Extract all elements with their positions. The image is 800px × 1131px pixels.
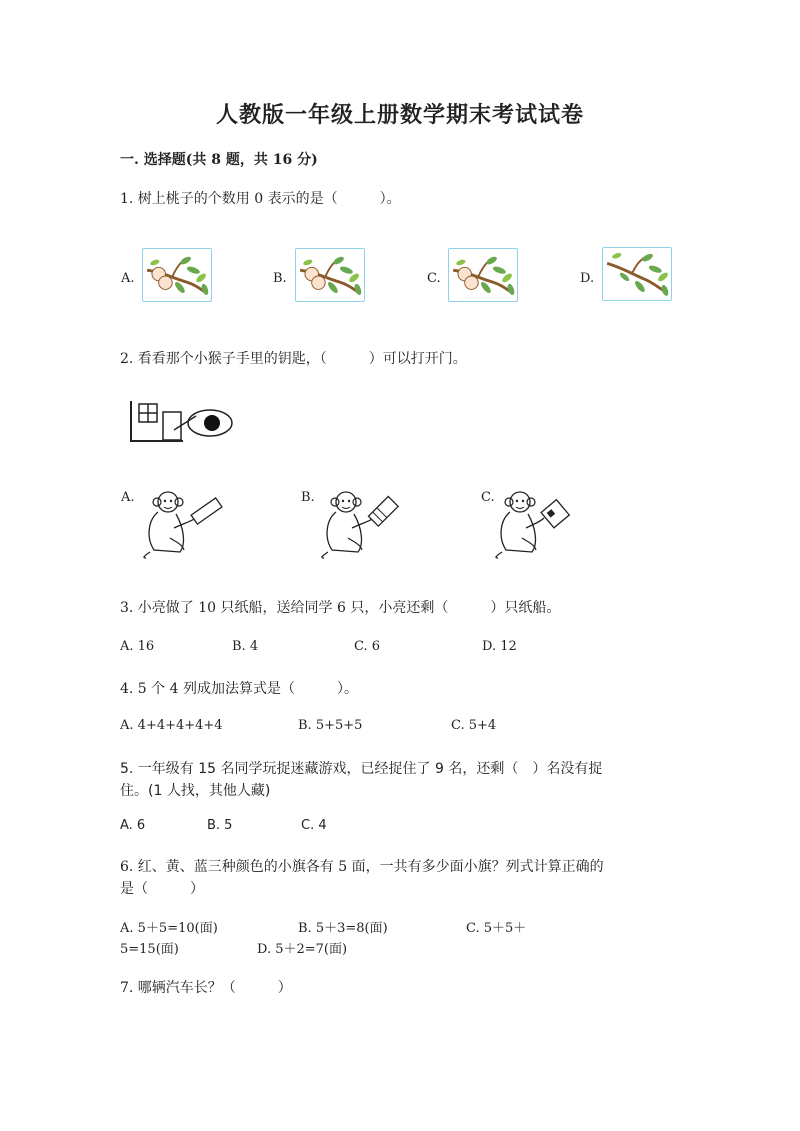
q3-option-c: C. 6	[354, 639, 381, 654]
q6-option-d: D. 5＋2=7(面)	[257, 942, 348, 957]
q6-option-c: C. 5＋5＋	[466, 921, 527, 936]
q2-option-b-label: B.	[301, 490, 315, 505]
question-3-text: 3. 小亮做了 10 只纸船，送给同学 6 只，小亮还剩（ ）只纸船。	[120, 600, 561, 616]
peach-branch-image-c	[448, 248, 518, 302]
q5-option-b: B. 5	[207, 818, 233, 833]
question-5-line-2: 住。(1 人找，其他人藏)	[120, 783, 271, 799]
question-6-line-2: 是（ ）	[120, 881, 204, 897]
q4-option-b: B. 5+5+5	[298, 718, 363, 733]
q4-option-c: C. 5+4	[451, 718, 497, 733]
q2-option-a-label: A.	[121, 490, 135, 505]
q1-option-c-label: C.	[427, 271, 441, 286]
peach-branch-image-a	[142, 248, 212, 302]
q6-option-a: A. 5＋5=10(面)	[120, 921, 218, 936]
question-2-text: 2. 看看那个小猴子手里的钥匙，（ ）可以打开门。	[120, 351, 467, 367]
question-7-text: 7. 哪辆汽车长？（ ）	[120, 980, 292, 996]
question-4-text: 4. 5 个 4 列成加法算式是（ ）。	[120, 681, 358, 697]
q6-option-c-continued: 5=15(面)	[120, 942, 179, 957]
q3-option-a: A. 16	[120, 639, 155, 654]
q5-option-a: A. 6	[120, 818, 146, 833]
q1-option-d-label: D.	[580, 271, 595, 286]
monkey-key-image-c	[492, 488, 582, 560]
q3-option-b: B. 4	[232, 639, 259, 654]
peach-branch-image-d	[602, 247, 672, 301]
q4-option-a: A. 4+4+4+4+4	[120, 718, 223, 733]
q1-option-a-label: A.	[121, 271, 135, 286]
door-lock-image	[128, 400, 238, 444]
question-5-line-1: 5. 一年级有 15 名同学玩捉迷藏游戏，已经捉住了 9 名，还剩（ ）名没有捉	[120, 761, 603, 777]
q5-option-c: C. 4	[301, 818, 327, 833]
page-title: 人教版一年级上册数学期末考试试卷	[215, 102, 584, 128]
q1-option-b-label: B.	[273, 271, 287, 286]
monkey-key-image-a	[140, 488, 230, 560]
q2-option-c-label: C.	[481, 490, 495, 505]
q3-option-d: D. 12	[482, 639, 517, 654]
question-1-text: 1. 树上桃子的个数用 0 表示的是（ ）。	[120, 191, 401, 207]
peach-branch-image-b	[295, 248, 365, 302]
section-heading: 一. 选择题(共 8 题，共 16 分)	[120, 152, 318, 168]
q6-option-b: B. 5＋3=8(面)	[298, 921, 388, 936]
monkey-key-image-b	[318, 488, 408, 560]
question-6-line-1: 6. 红、黄、蓝三种颜色的小旗各有 5 面，一共有多少面小旗？列式计算正确的	[120, 859, 604, 875]
